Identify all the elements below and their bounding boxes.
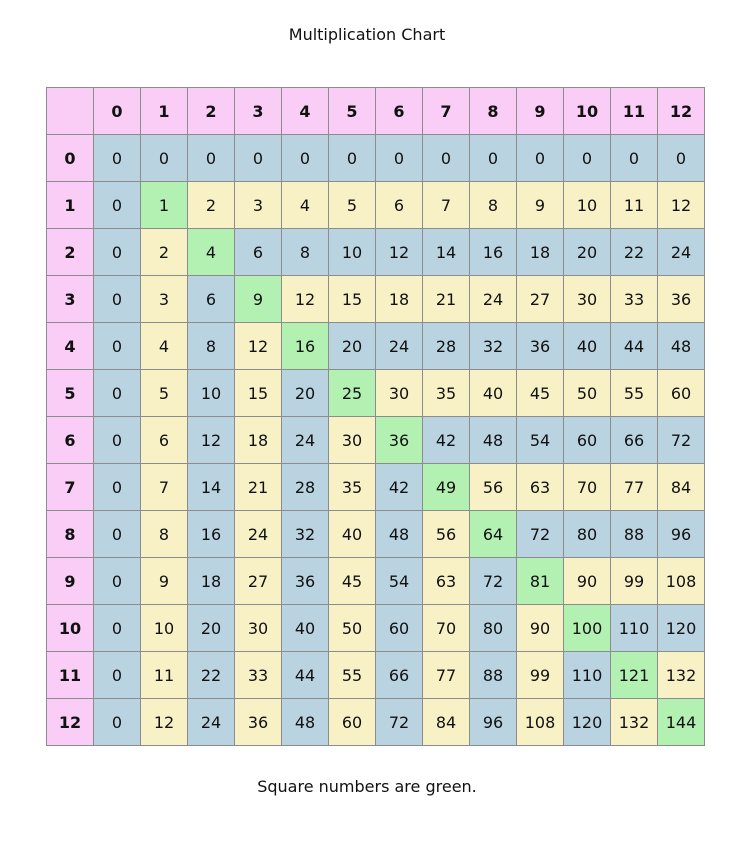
product-cell: 3 — [141, 276, 188, 323]
square-number-cell: 1 — [141, 182, 188, 229]
product-cell: 9 — [517, 182, 564, 229]
table-row — [47, 182, 705, 229]
product-cell: 6 — [141, 417, 188, 464]
product-cell: 60 — [329, 699, 376, 746]
table-row — [47, 323, 705, 370]
product-cell: 90 — [517, 605, 564, 652]
product-cell: 0 — [94, 558, 141, 605]
product-cell: 12 — [282, 276, 329, 323]
product-cell: 6 — [188, 276, 235, 323]
product-cell: 24 — [376, 323, 423, 370]
product-cell: 72 — [517, 511, 564, 558]
product-cell: 9 — [141, 558, 188, 605]
product-cell: 15 — [235, 370, 282, 417]
product-cell: 10 — [188, 370, 235, 417]
product-cell: 6 — [376, 182, 423, 229]
product-cell: 30 — [564, 276, 611, 323]
product-cell: 0 — [611, 135, 658, 182]
product-cell: 48 — [376, 511, 423, 558]
product-cell: 44 — [282, 652, 329, 699]
row-header: 9 — [47, 558, 94, 605]
square-number-cell: 25 — [329, 370, 376, 417]
product-cell: 22 — [611, 229, 658, 276]
product-cell: 0 — [94, 699, 141, 746]
row-header: 4 — [47, 323, 94, 370]
table-row — [47, 511, 705, 558]
column-header: 7 — [423, 88, 470, 135]
product-cell: 132 — [658, 652, 705, 699]
product-cell: 30 — [376, 370, 423, 417]
product-cell: 60 — [564, 417, 611, 464]
product-cell: 88 — [611, 511, 658, 558]
product-cell: 16 — [470, 229, 517, 276]
column-header: 5 — [329, 88, 376, 135]
product-cell: 10 — [141, 605, 188, 652]
row-header: 2 — [47, 229, 94, 276]
product-cell: 36 — [282, 558, 329, 605]
product-cell: 40 — [470, 370, 517, 417]
product-cell: 36 — [658, 276, 705, 323]
product-cell: 24 — [188, 699, 235, 746]
row-header: 10 — [47, 605, 94, 652]
product-cell: 88 — [470, 652, 517, 699]
column-header: 4 — [282, 88, 329, 135]
product-cell: 11 — [611, 182, 658, 229]
product-cell: 24 — [470, 276, 517, 323]
column-header: 1 — [141, 88, 188, 135]
product-cell: 15 — [329, 276, 376, 323]
square-number-cell: 9 — [235, 276, 282, 323]
product-cell: 0 — [188, 135, 235, 182]
product-cell: 120 — [658, 605, 705, 652]
product-cell: 77 — [423, 652, 470, 699]
table-row — [47, 229, 705, 276]
product-cell: 24 — [658, 229, 705, 276]
column-header: 3 — [235, 88, 282, 135]
product-cell: 0 — [94, 323, 141, 370]
column-header: 2 — [188, 88, 235, 135]
product-cell: 63 — [517, 464, 564, 511]
product-cell: 30 — [329, 417, 376, 464]
product-cell: 45 — [329, 558, 376, 605]
product-cell: 32 — [470, 323, 517, 370]
product-cell: 8 — [141, 511, 188, 558]
product-cell: 80 — [564, 511, 611, 558]
column-header: 8 — [470, 88, 517, 135]
product-cell: 10 — [329, 229, 376, 276]
product-cell: 0 — [517, 135, 564, 182]
square-number-cell: 36 — [376, 417, 423, 464]
corner-cell — [47, 88, 94, 135]
product-cell: 20 — [564, 229, 611, 276]
product-cell: 0 — [282, 135, 329, 182]
product-cell: 0 — [235, 135, 282, 182]
table-row — [47, 135, 705, 182]
product-cell: 3 — [235, 182, 282, 229]
product-cell: 99 — [611, 558, 658, 605]
product-cell: 30 — [235, 605, 282, 652]
product-cell: 0 — [94, 605, 141, 652]
product-cell: 99 — [517, 652, 564, 699]
square-number-cell: 81 — [517, 558, 564, 605]
product-cell: 110 — [564, 652, 611, 699]
product-cell: 72 — [470, 558, 517, 605]
multiplication-table — [46, 87, 705, 746]
product-cell: 32 — [282, 511, 329, 558]
product-cell: 66 — [611, 417, 658, 464]
product-cell: 54 — [376, 558, 423, 605]
row-header: 8 — [47, 511, 94, 558]
square-number-cell: 100 — [564, 605, 611, 652]
product-cell: 56 — [423, 511, 470, 558]
product-cell: 28 — [423, 323, 470, 370]
product-cell: 0 — [658, 135, 705, 182]
column-header: 6 — [376, 88, 423, 135]
column-header: 0 — [94, 88, 141, 135]
row-header: 6 — [47, 417, 94, 464]
square-number-cell: 121 — [611, 652, 658, 699]
product-cell: 40 — [282, 605, 329, 652]
product-cell: 66 — [376, 652, 423, 699]
product-cell: 27 — [235, 558, 282, 605]
product-cell: 0 — [94, 464, 141, 511]
table-row — [47, 370, 705, 417]
product-cell: 44 — [611, 323, 658, 370]
table-row — [47, 558, 705, 605]
product-cell: 84 — [423, 699, 470, 746]
product-cell: 84 — [658, 464, 705, 511]
row-header: 0 — [47, 135, 94, 182]
row-header: 11 — [47, 652, 94, 699]
row-header: 3 — [47, 276, 94, 323]
product-cell: 8 — [282, 229, 329, 276]
product-cell: 42 — [376, 464, 423, 511]
product-cell: 63 — [423, 558, 470, 605]
product-cell: 54 — [517, 417, 564, 464]
product-cell: 72 — [376, 699, 423, 746]
product-cell: 0 — [376, 135, 423, 182]
product-cell: 12 — [188, 417, 235, 464]
product-cell: 5 — [329, 182, 376, 229]
product-cell: 0 — [94, 370, 141, 417]
header-row — [47, 88, 705, 135]
row-header: 12 — [47, 699, 94, 746]
product-cell: 33 — [235, 652, 282, 699]
product-cell: 7 — [141, 464, 188, 511]
product-cell: 8 — [470, 182, 517, 229]
square-number-cell: 16 — [282, 323, 329, 370]
product-cell: 18 — [188, 558, 235, 605]
column-header: 12 — [658, 88, 705, 135]
product-cell: 8 — [188, 323, 235, 370]
product-cell: 21 — [423, 276, 470, 323]
product-cell: 35 — [329, 464, 376, 511]
product-cell: 60 — [376, 605, 423, 652]
product-cell: 18 — [376, 276, 423, 323]
product-cell: 12 — [235, 323, 282, 370]
product-cell: 0 — [94, 417, 141, 464]
product-cell: 12 — [376, 229, 423, 276]
product-cell: 45 — [517, 370, 564, 417]
product-cell: 70 — [423, 605, 470, 652]
table-row — [47, 276, 705, 323]
product-cell: 96 — [470, 699, 517, 746]
product-cell: 4 — [282, 182, 329, 229]
column-header: 9 — [517, 88, 564, 135]
product-cell: 40 — [564, 323, 611, 370]
product-cell: 48 — [658, 323, 705, 370]
product-cell: 33 — [611, 276, 658, 323]
column-header: 11 — [611, 88, 658, 135]
product-cell: 0 — [94, 135, 141, 182]
product-cell: 10 — [564, 182, 611, 229]
product-cell: 20 — [188, 605, 235, 652]
product-cell: 36 — [235, 699, 282, 746]
product-cell: 2 — [188, 182, 235, 229]
product-cell: 48 — [282, 699, 329, 746]
product-cell: 48 — [470, 417, 517, 464]
product-cell: 72 — [658, 417, 705, 464]
product-cell: 5 — [141, 370, 188, 417]
product-cell: 22 — [188, 652, 235, 699]
product-cell: 20 — [329, 323, 376, 370]
product-cell: 24 — [235, 511, 282, 558]
product-cell: 35 — [423, 370, 470, 417]
product-cell: 120 — [564, 699, 611, 746]
table-row — [47, 464, 705, 511]
product-cell: 80 — [470, 605, 517, 652]
row-header: 7 — [47, 464, 94, 511]
product-cell: 0 — [141, 135, 188, 182]
table-row — [47, 652, 705, 699]
product-cell: 24 — [282, 417, 329, 464]
product-cell: 0 — [329, 135, 376, 182]
product-cell: 11 — [141, 652, 188, 699]
product-cell: 20 — [282, 370, 329, 417]
product-cell: 0 — [94, 229, 141, 276]
product-cell: 108 — [517, 699, 564, 746]
product-cell: 55 — [329, 652, 376, 699]
product-cell: 77 — [611, 464, 658, 511]
product-cell: 108 — [658, 558, 705, 605]
product-cell: 7 — [423, 182, 470, 229]
product-cell: 40 — [329, 511, 376, 558]
product-cell: 70 — [564, 464, 611, 511]
product-cell: 2 — [141, 229, 188, 276]
square-number-cell: 4 — [188, 229, 235, 276]
product-cell: 0 — [470, 135, 517, 182]
product-cell: 4 — [141, 323, 188, 370]
product-cell: 110 — [611, 605, 658, 652]
product-cell: 60 — [658, 370, 705, 417]
square-number-cell: 144 — [658, 699, 705, 746]
product-cell: 90 — [564, 558, 611, 605]
table-row — [47, 699, 705, 746]
product-cell: 96 — [658, 511, 705, 558]
product-cell: 42 — [423, 417, 470, 464]
product-cell: 55 — [611, 370, 658, 417]
product-cell: 12 — [141, 699, 188, 746]
product-cell: 18 — [235, 417, 282, 464]
product-cell: 0 — [94, 276, 141, 323]
product-cell: 0 — [564, 135, 611, 182]
product-cell: 28 — [282, 464, 329, 511]
product-cell: 21 — [235, 464, 282, 511]
product-cell: 0 — [423, 135, 470, 182]
caption: Square numbers are green. — [257, 777, 477, 796]
chart-title: Multiplication Chart — [288, 25, 446, 44]
table-row — [47, 417, 705, 464]
product-cell: 27 — [517, 276, 564, 323]
row-header: 5 — [47, 370, 94, 417]
row-header: 1 — [47, 182, 94, 229]
product-cell: 0 — [94, 182, 141, 229]
product-cell: 14 — [188, 464, 235, 511]
product-cell: 18 — [517, 229, 564, 276]
square-number-cell: 49 — [423, 464, 470, 511]
table-row — [47, 605, 705, 652]
product-cell: 50 — [329, 605, 376, 652]
product-cell: 50 — [564, 370, 611, 417]
column-header: 10 — [564, 88, 611, 135]
product-cell: 12 — [658, 182, 705, 229]
product-cell: 36 — [517, 323, 564, 370]
product-cell: 16 — [188, 511, 235, 558]
square-number-cell: 64 — [470, 511, 517, 558]
product-cell: 0 — [94, 652, 141, 699]
product-cell: 132 — [611, 699, 658, 746]
product-cell: 14 — [423, 229, 470, 276]
product-cell: 6 — [235, 229, 282, 276]
product-cell: 0 — [94, 511, 141, 558]
product-cell: 56 — [470, 464, 517, 511]
